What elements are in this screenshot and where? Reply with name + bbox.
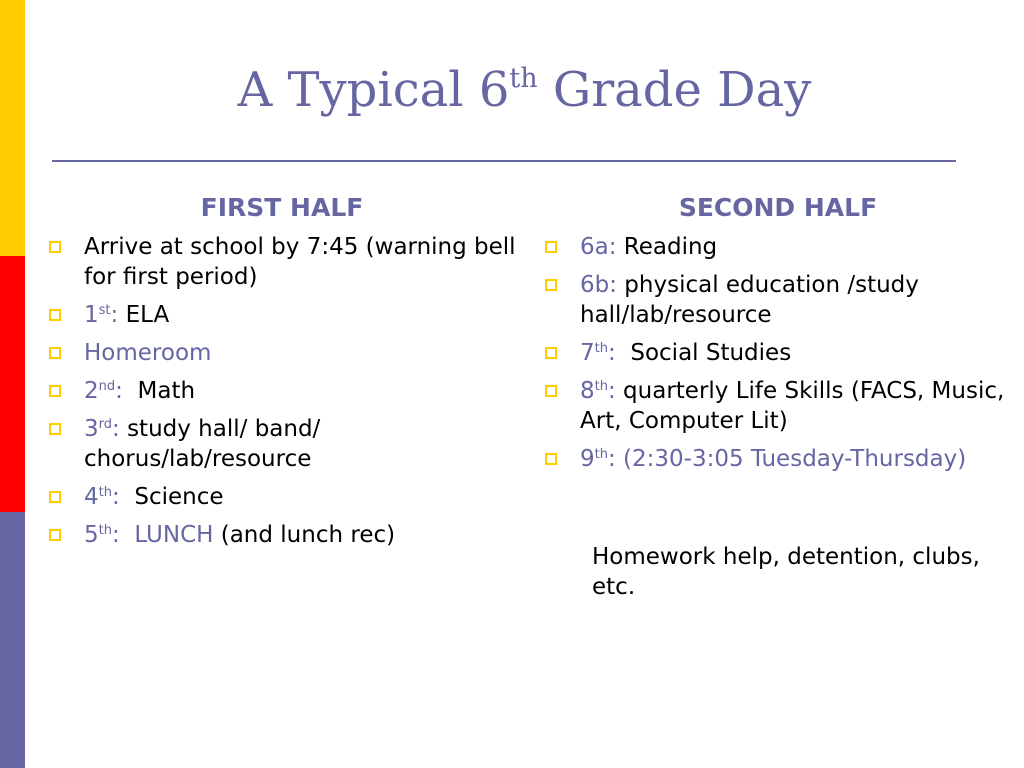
list-item	[46, 232, 520, 292]
title-rule	[52, 160, 956, 162]
square-bullet-icon	[49, 241, 61, 253]
list-item	[46, 482, 520, 512]
item-text: 7th: Social Studies	[580, 340, 792, 366]
square-bullet-icon	[49, 385, 61, 397]
list-item	[542, 444, 1018, 474]
square-bullet-icon	[49, 347, 61, 359]
title-suffix: Grade Day	[537, 62, 812, 118]
item-text: 3rd: study hall/ band/ chorus/lab/resource	[84, 416, 321, 472]
second-half-heading: SECOND HALF	[678, 193, 878, 222]
list-item	[46, 414, 520, 474]
list-item	[542, 376, 1018, 436]
list-item	[542, 338, 1018, 368]
side-bar-yellow	[0, 0, 25, 256]
item-text: 6b: physical education /study hall/lab/resource	[580, 272, 919, 328]
list-item	[46, 300, 520, 330]
item-text: 1st: ELA	[84, 302, 170, 328]
square-bullet-icon	[545, 347, 557, 359]
side-bar-red	[0, 256, 25, 512]
ninth-period-note: Homework help, detention, clubs, etc.	[592, 544, 980, 600]
item-text: Arrive at school by 7:45 (warning bell for first period)	[84, 234, 516, 290]
square-bullet-icon	[545, 385, 557, 397]
item-text: 8th: quarterly Life Skills (FACS, Music, Art, Computer Lit)	[580, 378, 1005, 434]
title-sup: th	[509, 63, 538, 94]
list-item	[542, 232, 1018, 262]
square-bullet-icon	[545, 453, 557, 465]
first-half-list	[46, 232, 520, 558]
item-text: Homeroom	[84, 340, 212, 366]
item-text: 6a: Reading	[580, 234, 718, 260]
list-item	[46, 376, 520, 406]
side-bar-blue	[0, 512, 25, 768]
square-bullet-icon	[545, 279, 557, 291]
title-prefix: A Typical 6	[237, 62, 510, 118]
item-text: 2nd: Math	[84, 378, 196, 404]
item-text: 9th: (2:30-3:05 Tuesday-Thursday)	[580, 446, 967, 472]
item-text: 5th: LUNCH (and lunch rec)	[84, 522, 396, 548]
slide-title	[25, 62, 1024, 120]
square-bullet-icon	[49, 529, 61, 541]
square-bullet-icon	[49, 491, 61, 503]
list-item	[46, 338, 520, 368]
first-half-heading: FIRST HALF	[200, 193, 364, 222]
second-half-list	[542, 232, 1018, 482]
square-bullet-icon	[545, 241, 557, 253]
list-item	[46, 520, 520, 550]
list-item	[542, 270, 1018, 330]
square-bullet-icon	[49, 423, 61, 435]
square-bullet-icon	[49, 309, 61, 321]
item-text: 4th: Science	[84, 484, 224, 510]
